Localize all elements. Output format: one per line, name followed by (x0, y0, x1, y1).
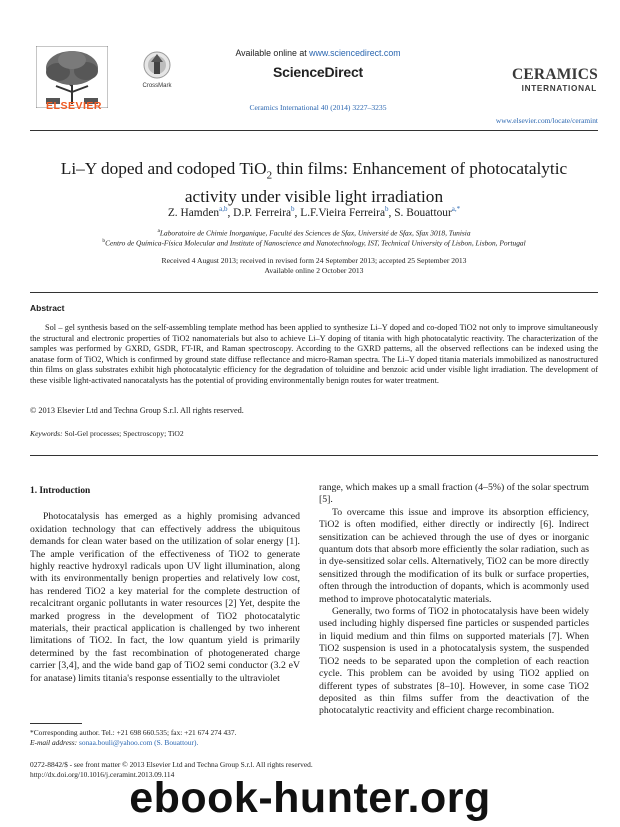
sciencedirect-link[interactable]: www.sciencedirect.com (309, 48, 401, 58)
author-affiliation-mark[interactable]: b (385, 205, 389, 213)
keywords: Keywords: Sol-Gel processes; Spectroscopy; TiO2 (30, 429, 184, 438)
footnote-rule (30, 723, 82, 724)
abstract-top-divider (30, 292, 598, 293)
author-name[interactable]: Z. Hamden (167, 206, 220, 219)
available-online: Available online at www.sciencedirect.com (235, 48, 401, 58)
publisher-name: ELSEVIER (46, 100, 102, 112)
watermark-text: ebook-hunter.org (129, 774, 491, 822)
available-date: Available online 2 October 2013 (264, 266, 364, 275)
journal-name: CERAMICS (512, 66, 598, 83)
email-link[interactable]: sonaa.bouli@yahoo.com (S. Bouattour). (79, 738, 199, 747)
author-affiliation-mark[interactable]: a,b (219, 205, 228, 213)
abstract-heading: Abstract (30, 303, 65, 313)
author-separator: , (388, 206, 395, 219)
right-column (319, 482, 589, 718)
corresponding-author-contact: *Corresponding author. Tel.: +21 698 660.535; fax: +21 674 274 437. (30, 728, 237, 737)
journal-citation[interactable]: Ceramics International 40 (2014) 3227–3235 (249, 103, 387, 112)
email-line: E-mail address: sonaa.bouli@yahoo.com (S. Bouattour). (30, 738, 199, 747)
issn-line: 0272-8842/$ - see front matter © 2013 Elsevier Ltd and Techna Group S.r.l. All rights reserved. (30, 760, 313, 769)
doi-link[interactable]: http://dx.doi.org/10.1016/j.ceramint.2013.09.114 (30, 769, 175, 779)
section-heading-introduction: 1. Introduction (30, 486, 91, 496)
author-name[interactable]: S. Bouattour (394, 206, 452, 219)
abstract-bottom-divider (30, 455, 598, 456)
author-affiliation-mark[interactable]: a,* (451, 205, 461, 213)
received-dates: Received 4 August 2013; received in revised form 24 September 2013; accepted 25 September 2013 (161, 256, 467, 265)
crossmark-icon[interactable] (142, 50, 172, 80)
affiliation-b: $^b$Centro de Química-Física Molecular and Institute of Nanoscience and Nanotechnology, IST, Technical University of Lisbon, Lisbon, Portugal (102, 238, 526, 248)
crossmark-label: CrossMark (142, 83, 172, 89)
intro-paragraph-continued: range, which makes up a small fraction (4–5%) of the solar spectrum [5]. (319, 482, 589, 506)
affiliation-a: $^a$Laboratoire de Chimie Inorganique, Faculté des Sciences de Sfax, Université de Sfax, Sfax 3018, Tunisia (157, 228, 471, 238)
intro-paragraph-3: Generally, two forms of TiO2 in photocatalysis have been widely used including highly dispersed fine particles or suspended particles in liquid medium and thin films on supported materials [7]. When TiO2 suspension is used in a photocatalysis system, the suspended TiO2 needs to be separated upon the completion of each reaction cycle. This problem can be avoided by using TiO2 applied on different types of substrates [8–10]. However, in some case TiO2 deposited as thin films suffer from the deactivation of the photocatalytic reactivity and efficient charge recombination. (319, 606, 589, 717)
author-name[interactable]: D.P. Ferreira (233, 206, 292, 219)
article-title: Li–Y doped and codoped TiO$_2$ thin films: Enhancement of photocatalytic activity under visible light irradiation (60, 159, 568, 207)
left-column (30, 482, 300, 685)
intro-paragraph-2: To overcame this issue and improve its absorption efficiency, TiO2 is often modified, either directly or indirectly [6]. Indirect sensitization can be achieved through the use of dyes or inorganic quantum dots that absorb more efficiently the solar radiation, such as in dye-sensitized solar cells. Alternatively, TiO2 can be more directly sensitized through the modification of its bulk or surface properties, often through the introduction of dopants, which is acommonly used method to improve photocatalytic materials. (319, 506, 589, 605)
abstract-body: Sol – gel synthesis based on the self-assembling template method has been applied to synthesize Li–Y doped and co-doped TiO2 not only to improve simultaneously the structural and electronic properties of TiO2 nanomaterials but also to achieve Li–Y doping of titania with high photocatalytic reactivity. The characterization of the samples was performed by GXRD, GSDR, FT-IR, and Raman spectroscopy. According to the GXRD patterns, all the observed reflections can be indexed using the anatase form of TiO2, Which is confirmed by ground state diffuse reflectance and micro-Raman spectra. The Li–Y doped titania materials immobilized as nanostructured thin films on glass substrates exhibit high photocatalytic efficiency for the degradation of toluidine and benzoic acid under visible light irradiation. The development of these visible light-activated nanocatalysts has the potential of providing environmentally benign routes for water treatment. (30, 323, 598, 385)
sciencedirect-wordmark: ScienceDirect (272, 64, 363, 80)
elsevier-tree-logo-icon (36, 46, 108, 108)
author-affiliation-mark[interactable]: b (291, 205, 295, 213)
author-separator: , (294, 206, 301, 219)
corresponding-author-footnote (30, 728, 320, 748)
intro-paragraph-1: Photocatalysis has emerged as a highly promising advanced oxidation technology that can effectively address the ubiquitous demands for clean water based on the utilization of solar energy [1]. The ample verification of the effectiveness of TiO2 to generate highly reactive hydroxyl radicals upon UV light illumination, along with its environmentally benign properties and relatively low cost, has rendered TiO2 a key material for the complete destruction of recalcitrant organic pollutants in water resources [2] Yet, despite the marked progress in the development of TiO2 photocatalytic materials, their practical application is challenged by two inherent limitations of TiO2. In fact, the low quantum yield is primarily determined by the fast recombination of photogenerated charge carrier [3,4], and the wide band gap of TiO2 semi conductor (3.2 eV for anatase) limits titania's response essentially to the ultraviolet (30, 511, 300, 684)
journal-name-sub: INTERNATIONAL (521, 84, 597, 93)
author-name[interactable]: L.F.Vieira Ferreira (300, 206, 385, 219)
author-separator: , (227, 206, 234, 219)
journal-url-link[interactable]: www.elsevier.com/locate/ceramint (495, 116, 598, 125)
abstract-copyright: © 2013 Elsevier Ltd and Techna Group S.r.l. All rights reserved. (30, 406, 244, 415)
author-list (30, 205, 598, 219)
header-divider (30, 130, 598, 131)
